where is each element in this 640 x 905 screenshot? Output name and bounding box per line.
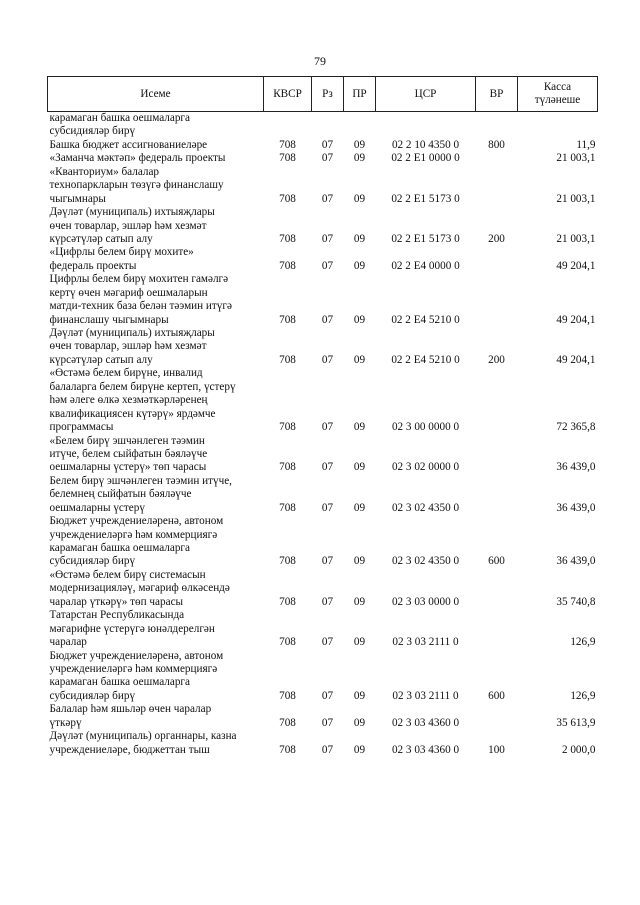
cell-sum: 35 613,9 [556, 716, 596, 729]
cell-vr [476, 435, 518, 475]
cell-rz: 07 [321, 259, 334, 272]
table-body [48, 112, 598, 758]
cell-vr [476, 246, 518, 273]
header-vr: ВР [476, 77, 518, 112]
table-row [48, 206, 598, 246]
cell-sum: 49 204,1 [556, 353, 596, 366]
cell-pr: 09 [353, 501, 366, 514]
cell-kvsr [264, 112, 312, 139]
cell-kvsr: 708 [279, 716, 296, 729]
cell-vr [476, 166, 518, 206]
cell-name: Белем бирү эшчәнлеген тәэмин итүче, белемнең сыйфатын бәяләүче оешмаларны үстерү [49, 474, 232, 514]
cell-vr: 200 [488, 353, 505, 366]
cell-csr: 02 3 03 2111 0 [392, 689, 459, 702]
cell-kvsr: 708 [279, 555, 296, 568]
cell-pr [344, 112, 376, 139]
cell-pr: 09 [353, 313, 366, 326]
cell-name: Цифрлы белем бирү мохитен гамәлгә кертү өчен мәгариф оешмаларын матди-техник база белән тәэмин итүгә финанслашу чыгымнары [49, 273, 232, 326]
cell-sum: 21 003,1 [556, 192, 596, 205]
cell-csr: 02 3 02 4350 0 [391, 501, 460, 514]
cell-sum: 2 000,0 [561, 743, 596, 756]
cell-kvsr: 708 [279, 138, 296, 151]
cell-rz: 07 [321, 595, 334, 608]
cell-pr: 09 [353, 259, 366, 272]
cell-pr: 09 [353, 138, 366, 151]
cell-vr [476, 273, 518, 327]
cell-vr [476, 609, 518, 649]
cell-name: «Заманча мәктәп» федераль проекты [49, 152, 226, 165]
cell-csr: 02 3 00 0000 0 [391, 421, 460, 434]
cell-sum: 49 204,1 [556, 313, 596, 326]
cell-vr: 800 [488, 138, 505, 151]
table-row [48, 475, 598, 515]
cell-pr: 09 [353, 636, 366, 649]
cell-sum: 126,9 [570, 689, 596, 702]
table-row [48, 246, 598, 273]
cell-kvsr: 708 [279, 636, 296, 649]
cell-name: карамаган башка оешмаларга субсидияләр бирү [49, 112, 190, 138]
cell-name: «Цифрлы белем бирү мохите» федераль проекты [49, 246, 194, 272]
cell-sum: 72 365,8 [556, 421, 596, 434]
table-row [48, 435, 598, 475]
cell-rz: 07 [321, 501, 334, 514]
cell-sum [518, 112, 598, 139]
cell-sum: 36 439,0 [556, 461, 596, 474]
cell-rz: 07 [321, 421, 334, 434]
cell-rz: 07 [321, 313, 334, 326]
cell-csr: 02 2 10 4350 0 [391, 138, 460, 151]
cell-name: Дәүләт (муниципаль) ихтыяҗлары өчен товарлар, эшләр һәм хезмәт күрсәтүләр сатып алу [49, 327, 215, 366]
cell-rz: 07 [321, 152, 334, 165]
cell-csr: 02 2 E4 5210 0 [391, 353, 460, 366]
table-row [48, 569, 598, 609]
cell-pr: 09 [353, 689, 366, 702]
cell-csr [376, 112, 476, 139]
cell-pr: 09 [353, 192, 366, 205]
cell-kvsr: 708 [279, 461, 296, 474]
table-row [48, 650, 598, 704]
cell-sum: 49 204,1 [556, 259, 596, 272]
table-row [48, 152, 598, 165]
cell-vr [476, 367, 518, 434]
table-row [48, 609, 598, 649]
cell-name: «Өстәмә белем бирүне, инвалид балаларга белем бирүне кертеп, үстерү һәм әлеге өлкә хезмәткәрләренең квалификациясен күтәрү» ярдәмче программасы [49, 367, 236, 434]
cell-rz: 07 [321, 232, 334, 245]
cell-sum: 36 439,0 [556, 555, 596, 568]
cell-rz: 07 [321, 353, 334, 366]
cell-rz: 07 [321, 636, 334, 649]
header-pr: ПР [344, 77, 376, 112]
cell-csr: 02 3 03 2111 0 [392, 636, 459, 649]
header-kvsr: КВСР [264, 77, 312, 112]
cell-vr: 600 [488, 689, 505, 702]
cell-rz: 07 [321, 461, 334, 474]
header-csr: ЦСР [376, 77, 476, 112]
cell-kvsr: 708 [279, 501, 296, 514]
table-row [48, 139, 598, 152]
cell-vr: 100 [488, 743, 505, 756]
table-row [48, 730, 598, 757]
cell-csr: 02 3 03 4360 0 [391, 716, 460, 729]
cell-kvsr: 708 [279, 595, 296, 608]
cell-pr: 09 [353, 152, 366, 165]
cell-rz [312, 112, 344, 139]
cell-rz: 07 [321, 743, 334, 756]
cell-name: «Өстәмә белем бирү системасын модернизацияләү, мәгариф өлкәсендә чаралар үткәрү» төп чарасы [49, 568, 230, 608]
cell-vr [476, 112, 518, 139]
cell-pr: 09 [353, 353, 366, 366]
cell-vr [476, 703, 518, 730]
cell-csr: 02 2 E4 5210 0 [391, 313, 460, 326]
table-row [48, 367, 598, 434]
cell-csr: 02 3 03 4360 0 [391, 743, 460, 756]
table-header [48, 77, 598, 112]
cell-kvsr: 708 [279, 192, 296, 205]
cell-rz: 07 [321, 138, 334, 151]
header-kassa: Касса түләнеше [518, 77, 598, 112]
cell-csr: 02 3 02 0000 0 [391, 461, 460, 474]
cell-rz: 07 [321, 716, 334, 729]
cell-kvsr: 708 [279, 743, 296, 756]
cell-name: Башка бюджет ассигнованиеләре [49, 138, 208, 151]
cell-kvsr: 708 [279, 152, 296, 165]
cell-kvsr: 708 [279, 232, 296, 245]
cell-pr: 09 [353, 232, 366, 245]
cell-kvsr: 708 [279, 353, 296, 366]
cell-csr: 02 2 E1 5173 0 [391, 232, 460, 245]
cell-pr: 09 [353, 555, 366, 568]
cell-name: Татарстан Республикасында мәгарифне үстерүгә юнәлдерелгән чаралар [49, 609, 215, 649]
cell-sum: 36 439,0 [556, 501, 596, 514]
cell-vr: 200 [488, 232, 505, 245]
cell-rz: 07 [321, 689, 334, 702]
cell-rz: 07 [321, 555, 334, 568]
table-row [48, 703, 598, 730]
table-row [48, 166, 598, 206]
cell-kvsr: 708 [279, 259, 296, 272]
cell-sum: 35 740,8 [556, 595, 596, 608]
cell-name: Балалар һәм яшьләр өчен чаралар үткәрү [49, 703, 212, 729]
table-row [48, 515, 598, 569]
cell-csr: 02 3 02 4350 0 [391, 555, 460, 568]
cell-pr: 09 [353, 743, 366, 756]
cell-name: Бюджет учреждениеләренә, автоном учреждениеләргә һәм коммерциягә карамаган башка оешмаларга субсидияләр бирү [49, 649, 224, 702]
cell-pr: 09 [353, 595, 366, 608]
table-row [48, 112, 598, 139]
cell-csr: 02 2 E1 5173 0 [391, 192, 460, 205]
header-rz: Рз [312, 77, 344, 112]
cell-name: Дәүләт (муниципаль) ихтыяҗлары өчен товарлар, эшләр һәм хезмәт күрсәтүләр сатып алу [49, 206, 215, 245]
cell-vr [476, 475, 518, 515]
cell-csr: 02 2 E1 0000 0 [391, 152, 460, 165]
cell-csr: 02 2 E4 0000 0 [391, 259, 460, 272]
cell-kvsr: 708 [279, 313, 296, 326]
budget-table [47, 76, 598, 757]
cell-vr: 600 [488, 555, 505, 568]
table-row [48, 327, 598, 367]
table-row [48, 273, 598, 327]
cell-csr: 02 3 03 0000 0 [391, 595, 460, 608]
cell-kvsr: 708 [279, 689, 296, 702]
cell-vr [476, 152, 518, 165]
cell-name: Дәүләт (муниципаль) органнары, казна учреждениеләре, бюджеттан тыш [49, 730, 237, 756]
cell-name: «Кванториум» балалар технопаркларын төзүгә финанслашу чыгымнары [49, 165, 224, 205]
cell-pr: 09 [353, 461, 366, 474]
cell-sum: 21 003,1 [556, 232, 596, 245]
header-name: Исеме [48, 77, 264, 112]
page-number: 79 [314, 54, 326, 68]
cell-pr: 09 [353, 716, 366, 729]
cell-pr: 09 [353, 421, 366, 434]
cell-sum: 11,9 [576, 138, 596, 151]
cell-name: «Белем бирү эшчәнлеген тәэмин итүче, белем сыйфатын бәяләүче оешмаларны үстерү» төп чарасы [49, 434, 208, 474]
cell-rz: 07 [321, 192, 334, 205]
cell-name: Бюджет учреждениеләренә, автоном учреждениеләргә һәм коммерциягә карамаган башка оешмаларга субсидияләр бирү [49, 515, 224, 568]
cell-kvsr: 708 [279, 421, 296, 434]
cell-sum: 21 003,1 [556, 152, 596, 165]
cell-vr [476, 569, 518, 609]
cell-sum: 126,9 [570, 636, 596, 649]
